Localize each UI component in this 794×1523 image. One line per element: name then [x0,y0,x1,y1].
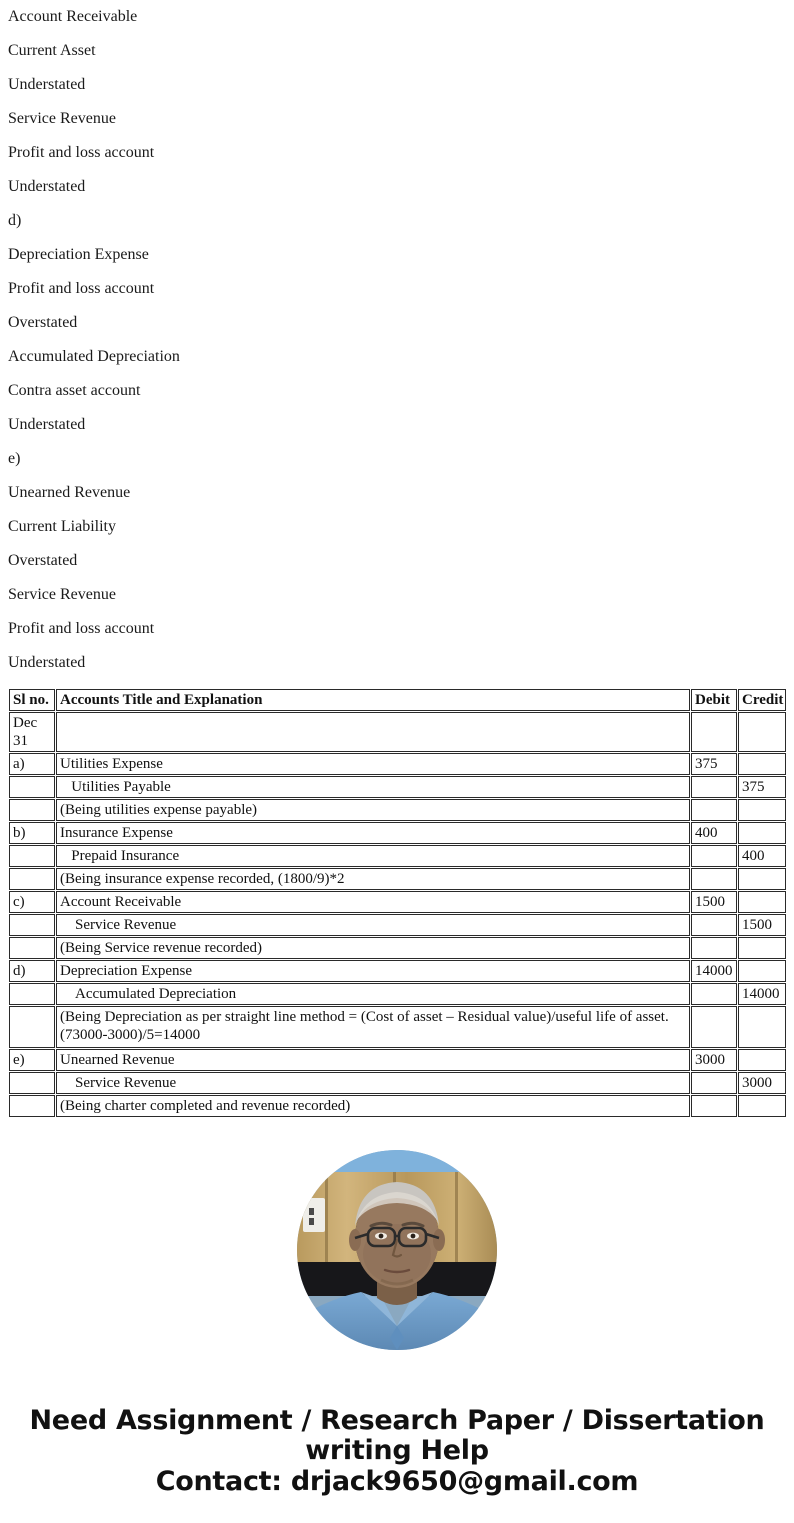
cell-account-title: Prepaid Insurance [56,845,690,867]
promo-line-1: Need Assignment / Research Paper / Dissertation [29,1405,765,1436]
cell-credit: 14000 [738,983,786,1005]
cell-sl-no [9,799,55,821]
cell-debit [691,845,737,867]
cell-sl-no: e) [9,1049,55,1071]
answer-line: Current Liability [8,518,116,535]
table-row [9,822,786,844]
answer-line: Service Revenue [8,586,116,603]
table-row [9,799,786,821]
table-row [9,753,786,775]
table-row [9,776,786,798]
journal-table-head [9,689,786,711]
cell-debit [691,1006,737,1048]
cell-debit [691,799,737,821]
column-header-credit: Credit [738,689,786,711]
table-row [9,1072,786,1094]
cell-credit [738,1095,786,1117]
answer-line: Accumulated Depreciation [8,348,180,365]
cell-account-title: Unearned Revenue [56,1049,690,1071]
cell-account-title: (Being insurance expense recorded, (1800/9)*2 [56,868,690,890]
table-row [9,712,786,752]
table-row [9,845,786,867]
answer-line: Understated [8,654,86,671]
cell-credit: 3000 [738,1072,786,1094]
cell-account-title: Insurance Expense [56,822,690,844]
cell-credit [738,712,786,752]
cell-account-title: (Being utilities expense payable) [56,799,690,821]
table-row [9,1049,786,1071]
answer-line: Depreciation Expense [8,246,149,263]
cell-credit [738,753,786,775]
cell-credit: 400 [738,845,786,867]
answer-line: Profit and loss account [8,280,155,297]
cell-credit [738,822,786,844]
answer-line: Service Revenue [8,110,116,127]
answer-line: Contra asset account [8,382,141,399]
cell-sl-no [9,983,55,1005]
cell-sl-no [9,937,55,959]
cell-sl-no [9,868,55,890]
cell-debit [691,1095,737,1117]
cell-sl-no [9,1095,55,1117]
cell-credit [738,868,786,890]
cell-account-title: Utilities Payable [56,776,690,798]
cell-sl-no [9,776,55,798]
table-row [9,914,786,936]
portrait-section [0,1150,794,1360]
answer-line: d) [8,212,22,229]
cell-debit [691,776,737,798]
cell-debit: 375 [691,753,737,775]
cell-credit [738,891,786,913]
cell-sl-no [9,914,55,936]
cell-account-title: (Being Depreciation as per straight line method = (Cost of asset – Residual value)/useful life of asset. (73000-3000)/5=14000 [56,1006,690,1048]
answer-line: e) [8,450,21,467]
promo-footer [0,1406,794,1497]
column-header-debit: Debit [691,689,737,711]
table-row [9,868,786,890]
cell-debit [691,937,737,959]
table-row [9,983,786,1005]
cell-sl-no: b) [9,822,55,844]
cell-credit [738,937,786,959]
cell-credit [738,1006,786,1048]
table-row [9,891,786,913]
table-row [9,960,786,982]
cell-account-title: (Being charter completed and revenue recorded) [56,1095,690,1117]
promo-contact-line: Contact: drjack9650@gmail.com [155,1466,639,1497]
cell-sl-no: c) [9,891,55,913]
cell-debit [691,712,737,752]
answer-line: Account Receivable [8,8,138,25]
answer-line: Understated [8,178,86,195]
journal-table-wrapper [0,680,794,1118]
cell-credit: 1500 [738,914,786,936]
table-row [9,1095,786,1117]
cell-debit [691,914,737,936]
table-row [9,1006,786,1048]
cell-sl-no [9,845,55,867]
cell-debit: 14000 [691,960,737,982]
cell-sl-no: d) [9,960,55,982]
cell-sl-no [9,1006,55,1048]
cell-credit [738,1049,786,1071]
avatar [297,1150,497,1350]
cell-sl-no: Dec 31 [9,712,55,752]
cell-credit: 375 [738,776,786,798]
cell-account-title: Service Revenue [56,1072,690,1094]
cell-debit: 3000 [691,1049,737,1071]
answer-line: Overstated [8,552,78,569]
cell-account-title: (Being Service revenue recorded) [56,937,690,959]
cell-account-title: Service Revenue [56,914,690,936]
cell-sl-no: a) [9,753,55,775]
answer-line: Profit and loss account [8,620,155,637]
cell-debit [691,868,737,890]
cell-account-title: Accumulated Depreciation [56,983,690,1005]
answer-line: Understated [8,416,86,433]
answer-line: Unearned Revenue [8,484,131,501]
cell-account-title: Depreciation Expense [56,960,690,982]
journal-entry-table [8,688,787,1118]
journal-table-body [9,712,786,1117]
answer-line: Understated [8,76,86,93]
cell-debit: 1500 [691,891,737,913]
answer-line: Profit and loss account [8,144,155,161]
answer-line: Current Asset [8,42,96,59]
cell-sl-no [9,1072,55,1094]
cell-account-title: Utilities Expense [56,753,690,775]
answer-line: Overstated [8,314,78,331]
answer-text-block [0,0,794,680]
portrait-photo-image [297,1150,497,1350]
cell-credit [738,960,786,982]
cell-account-title [56,712,690,752]
cell-credit [738,799,786,821]
promo-line-2: writing Help [305,1435,489,1466]
column-header-accounts-title: Accounts Title and Explanation [56,689,690,711]
cell-debit [691,983,737,1005]
cell-debit: 400 [691,822,737,844]
table-header-row [9,689,786,711]
cell-account-title: Account Receivable [56,891,690,913]
cell-debit [691,1072,737,1094]
table-row [9,937,786,959]
column-header-sl-no: Sl no. [9,689,55,711]
